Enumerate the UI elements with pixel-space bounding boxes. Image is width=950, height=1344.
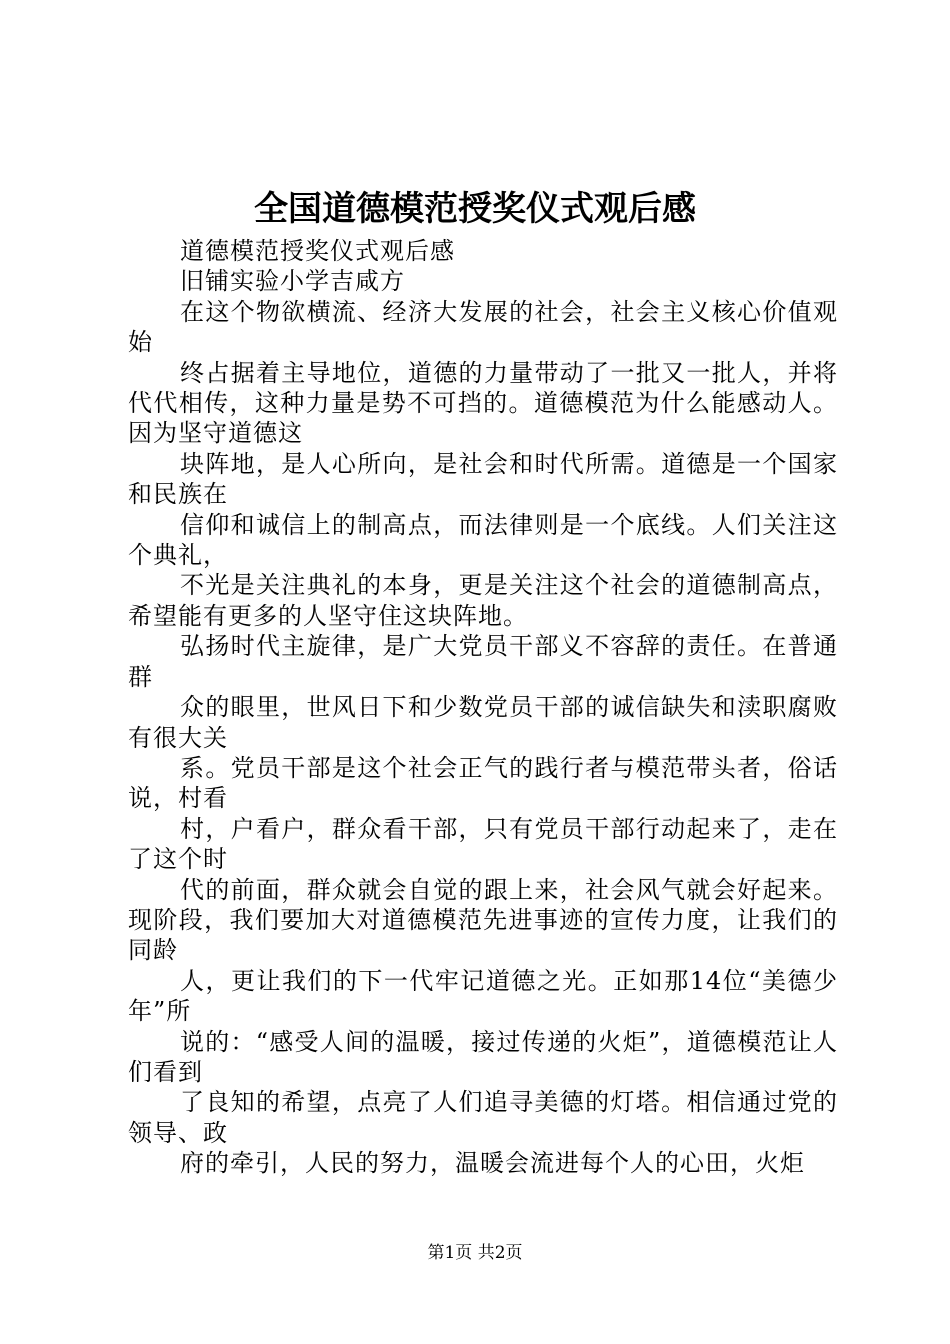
paragraph: 了良知的希望，点亮了人们追寻美德的灯塔。相信通过党的领导、政 <box>128 1088 838 1147</box>
paragraph: 终占据着主导地位，道德的力量带动了一批又一批人，并将代代相传，这种力量是势不可挡的。道德模范为什么能感动人。因为坚守道德这 <box>128 358 838 448</box>
document-title: 全国道德模范授奖仪式观后感 <box>254 189 696 229</box>
paragraph: 旧铺实验小学吉咸方 <box>180 267 405 296</box>
paragraph: 信仰和诚信上的制高点，而法律则是一个底线。人们关注这个典礼， <box>128 510 838 570</box>
paragraph: 块阵地，是人心所向，是社会和时代所需。道德是一个国家和民族在 <box>128 449 838 509</box>
paragraph: 不光是关注典礼的本身，更是关注这个社会的道德制高点，希望能有更多的人坚守住这块阵地。 <box>128 571 838 630</box>
paragraph: 府的牵引，人民的努力，温暖会流进每个人的心田，火炬 <box>180 1149 805 1178</box>
page-footer: 第1页 共2页 <box>427 1243 523 1263</box>
paragraph: 在这个物欲横流、经济大发展的社会，社会主义核心价值观始 <box>128 297 838 357</box>
paragraph: 弘扬时代主旋律，是广大党员干部义不容辞的责任。在普通群 <box>128 632 838 691</box>
paragraph: 系。党员干部是这个社会正气的践行者与模范带头者，俗话说，村看 <box>128 753 838 813</box>
paragraph: 人，更让我们的下一代牢记道德之光。正如那14位“美德少年”所 <box>128 966 838 1026</box>
paragraph: 代的前面，群众就会自觉的跟上来，社会风气就会好起来。现阶段，我们要加大对道德模范先进事迹的宣传力度，让我们的同龄 <box>128 875 838 965</box>
paragraph: 众的眼里，世风日下和少数党员干部的诚信缺失和渎职腐败有很大关 <box>128 693 838 752</box>
document-body <box>128 236 838 1179</box>
paragraph: 村，户看户，群众看干部，只有党员干部行动起来了，走在了这个时 <box>128 814 838 874</box>
paragraph: 道德模范授奖仪式观后感 <box>180 237 455 265</box>
paragraph: 说的：“感受人间的温暖，接过传递的火炬”，道德模范让人们看到 <box>128 1027 838 1086</box>
